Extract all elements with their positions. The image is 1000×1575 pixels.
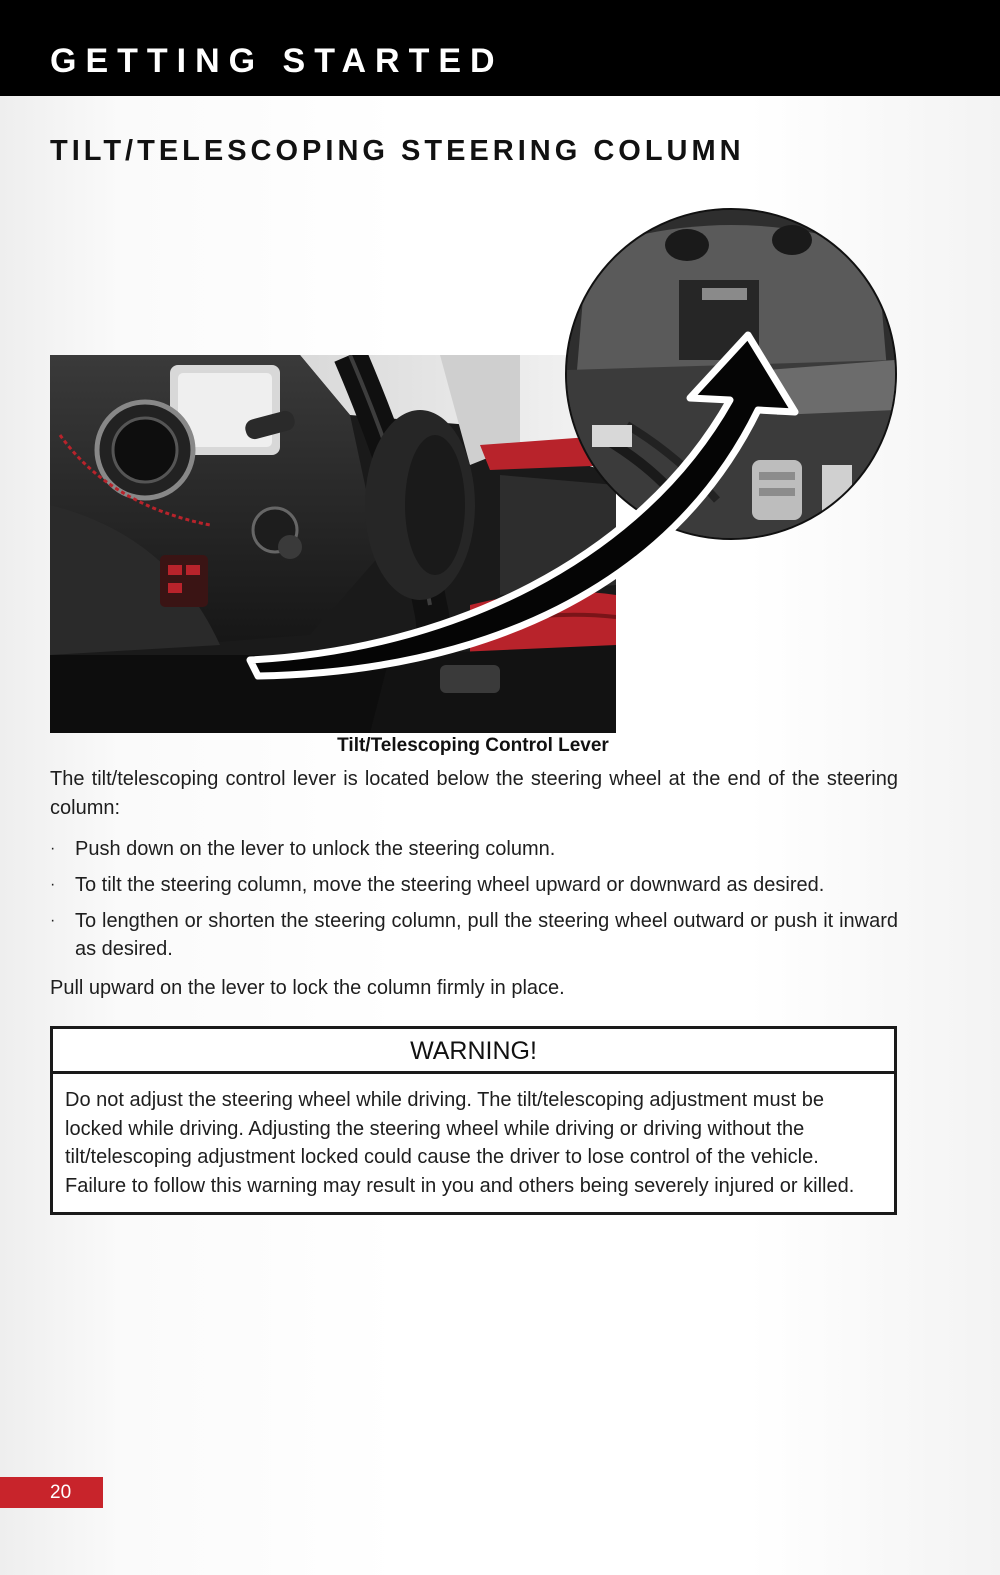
- list-item: [50, 871, 898, 899]
- figure-caption: Tilt/Telescoping Control Lever: [337, 735, 609, 756]
- list-item: [50, 907, 898, 963]
- warning-text: Do not adjust the steering wheel while driving. The tilt/telescoping adjustment must be locked while driving. Adjusting the steering wheel while driving or driving without the tilt/telescoping adjustment locked could cause the driver to lose control of the vehicle. Failure to follow this warning may result in you and others being severely injured or killed.: [65, 1089, 855, 1197]
- instruction-list: [50, 835, 898, 971]
- warning-box: [50, 1026, 897, 1215]
- intro-paragraph: The tilt/telescoping control lever is located below the steering wheel at the end of the steering column:: [50, 768, 898, 819]
- section-title: TILT/TELESCOPING STEERING COLUMN: [50, 135, 745, 167]
- warning-title: WARNING!: [53, 1029, 894, 1074]
- chapter-title: GETTING STARTED: [50, 42, 504, 80]
- bullet-icon: ·: [50, 840, 56, 857]
- page-number: 20: [0, 1477, 103, 1508]
- list-item-text: To lengthen or shorten the steering column, pull the steering wheel outward or push it inward as desired.: [75, 910, 898, 960]
- lever-closeup-inset: [565, 208, 897, 540]
- list-item: [50, 835, 898, 863]
- list-item-text: Push down on the lever to unlock the steering column.: [75, 838, 556, 860]
- closing-paragraph: Pull upward on the lever to lock the column firmly in place.: [50, 977, 565, 999]
- chapter-header-bar: [0, 0, 1000, 96]
- bullet-icon: ·: [50, 912, 56, 929]
- bullet-icon: ·: [50, 876, 56, 893]
- list-item-text: To tilt the steering column, move the steering wheel upward or downward as desired.: [75, 874, 825, 896]
- steering-wheel-photo: [50, 355, 616, 733]
